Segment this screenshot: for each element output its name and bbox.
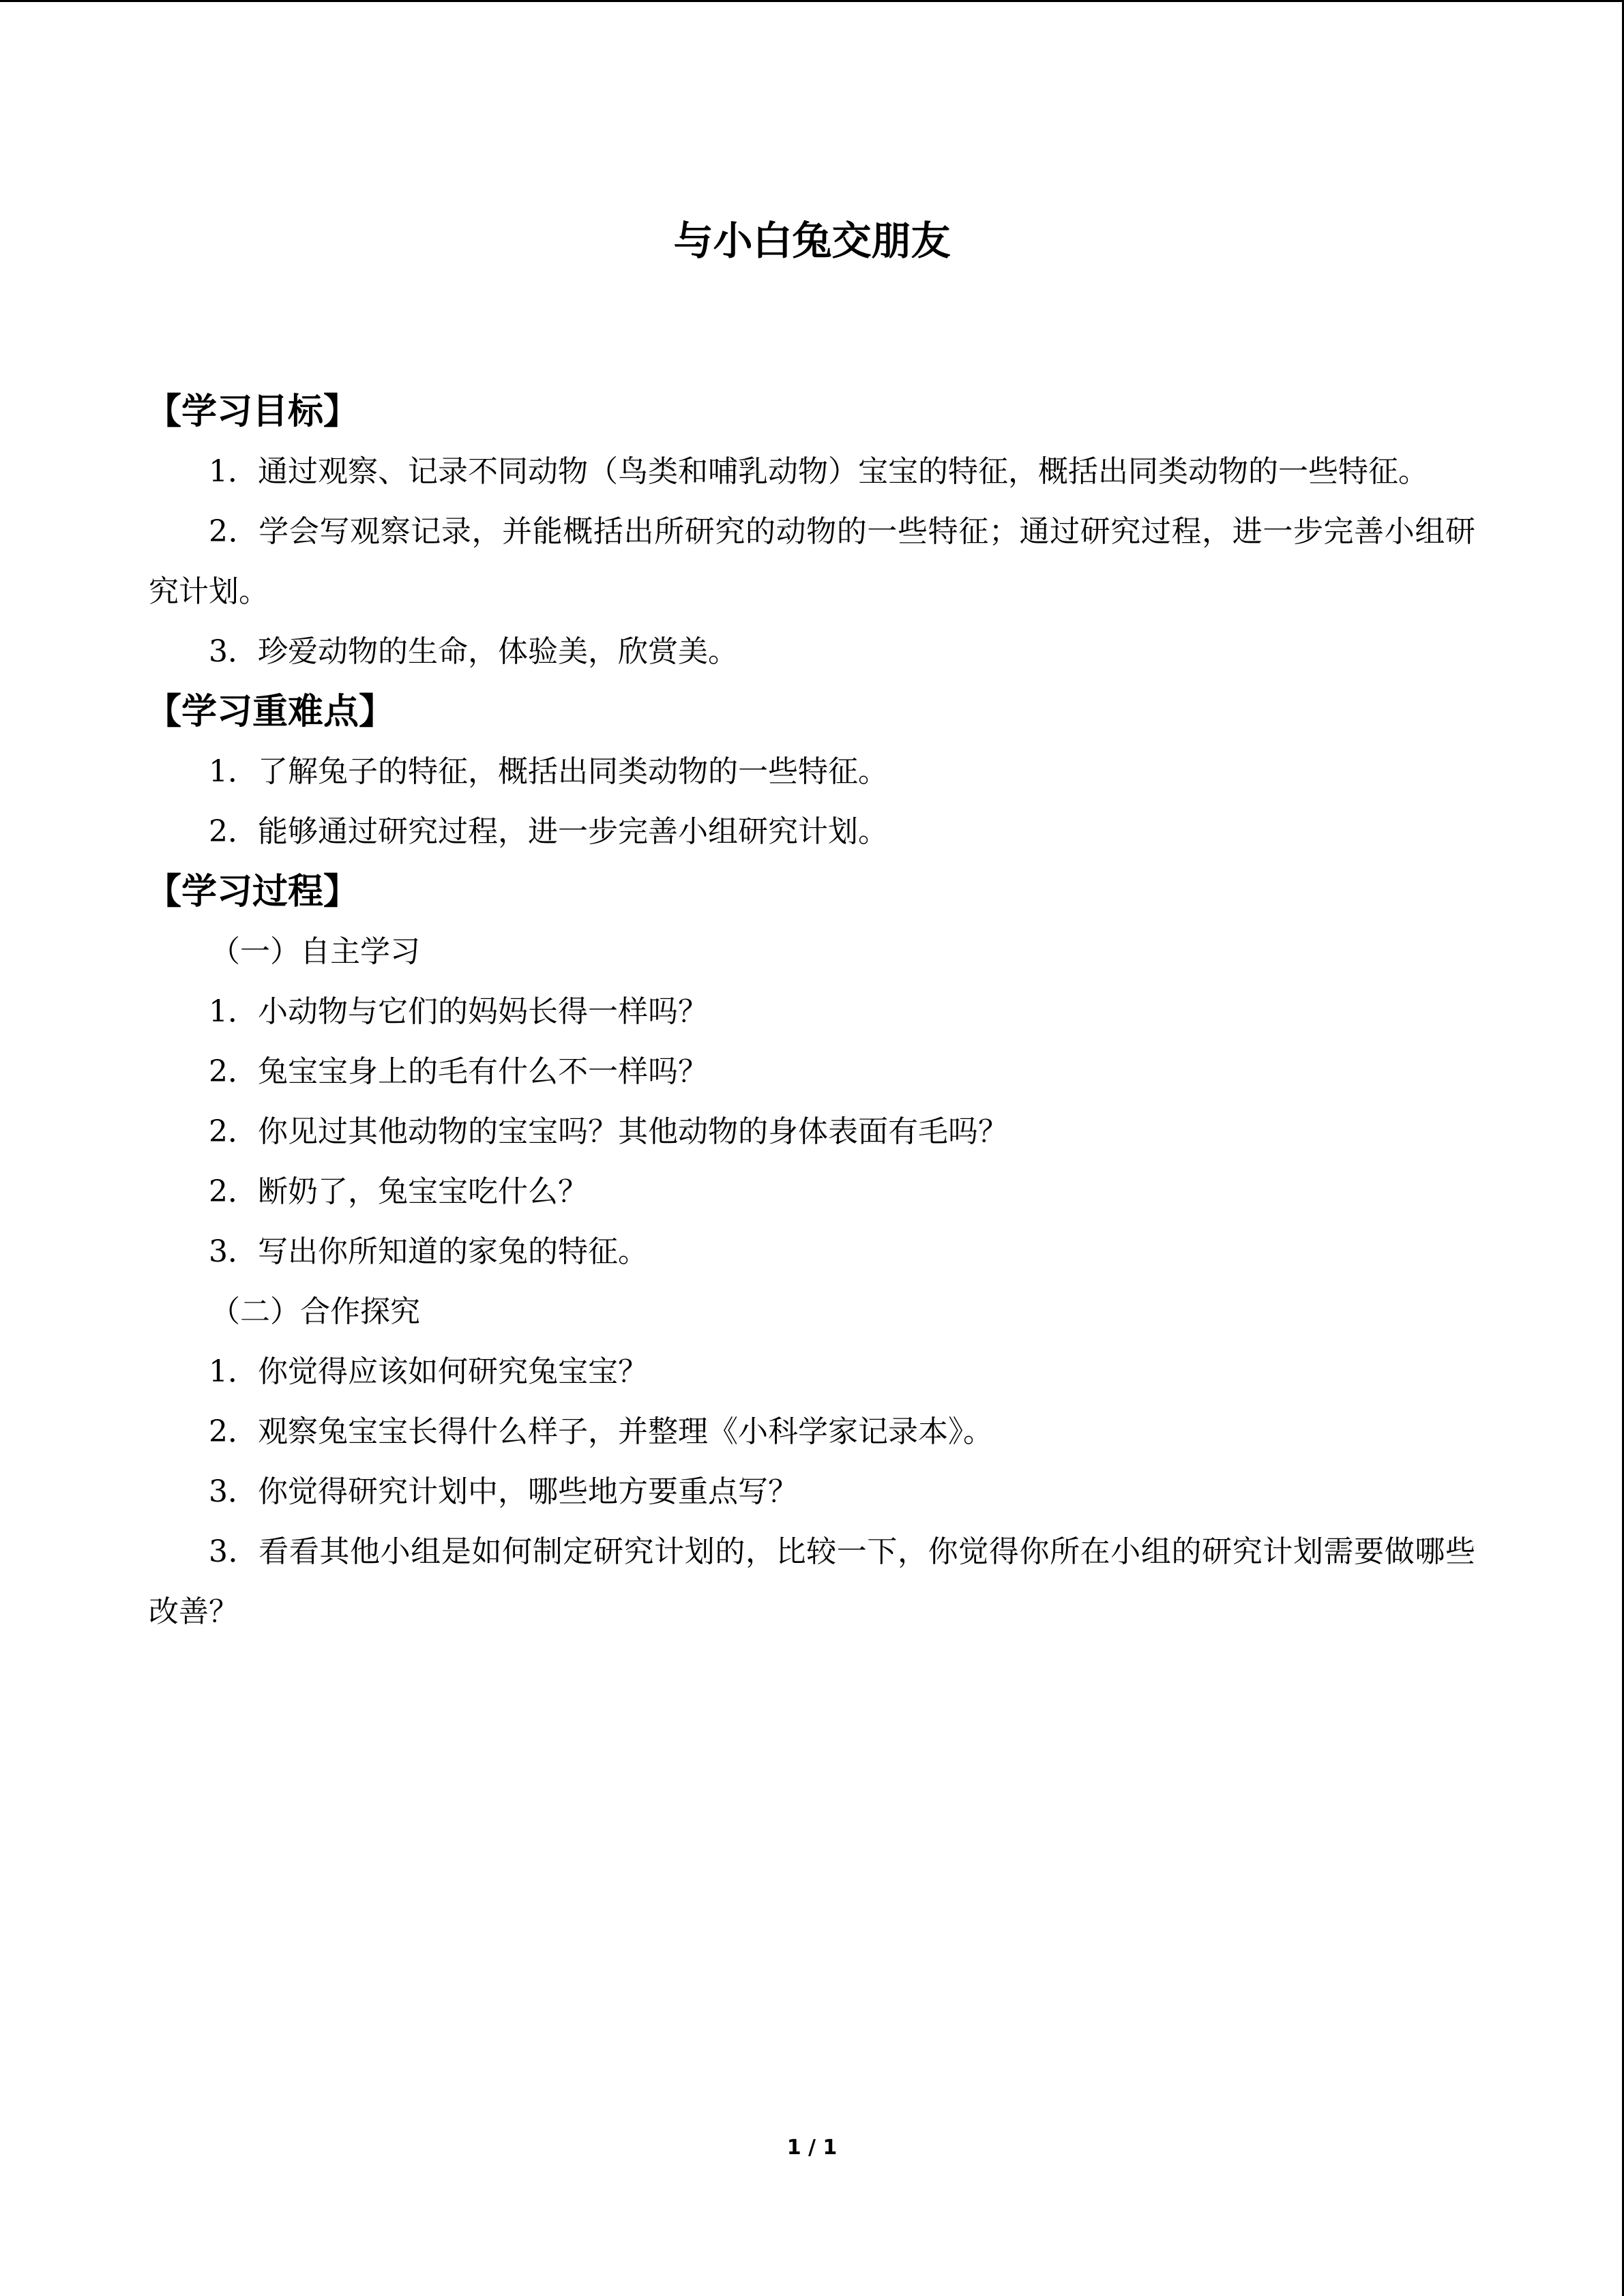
objective-item-2: 2．学会写观察记录，并能概括出所研究的动物的一些特征；通过研究过程，进一步完善小组研究计划。 bbox=[149, 514, 1475, 609]
self-study-item-3: 2．你见过其他动物的宝宝吗？其他动物的身体表面有毛吗？ bbox=[209, 1114, 1008, 1149]
cooperation-item-4: 3．看看其他小组是如何制定研究计划的，比较一下，你觉得你所在小组的研究计划需要做哪些改善？ bbox=[149, 1534, 1475, 1629]
section-heading-process: 【学习过程】 bbox=[146, 871, 359, 912]
key-point-item-2: 2．能够通过研究过程，进一步完善小组研究计划。 bbox=[209, 814, 888, 849]
self-study-item-5: 3．写出你所知道的家兔的特征。 bbox=[209, 1234, 648, 1269]
subsection-heading-cooperation: （二）合作探究 bbox=[210, 1294, 420, 1329]
cooperation-item-3: 3．你觉得研究计划中，哪些地方要重点写？ bbox=[209, 1474, 798, 1509]
objective-item-1: 1．通过观察、记录不同动物（鸟类和哺乳动物）宝宝的特征，概括出同类动物的一些特征。 bbox=[209, 454, 1428, 489]
section-heading-objectives: 【学习目标】 bbox=[146, 391, 359, 432]
cooperation-item-2: 2．观察兔宝宝长得什么样子，并整理《小科学家记录本》。 bbox=[209, 1414, 993, 1449]
self-study-item-1: 1．小动物与它们的妈妈长得一样吗？ bbox=[209, 994, 708, 1029]
subsection-heading-self-study: （一）自主学习 bbox=[210, 934, 420, 969]
objective-item-3: 3．珍爱动物的生命，体验美，欣赏美。 bbox=[209, 634, 738, 669]
section-heading-key-points: 【学习重难点】 bbox=[146, 691, 395, 732]
page-number: 1 / 1 bbox=[786, 2136, 838, 2160]
self-study-item-4: 2．断奶了，兔宝宝吃什么？ bbox=[209, 1174, 588, 1209]
cooperation-item-1: 1．你觉得应该如何研究兔宝宝？ bbox=[209, 1354, 648, 1389]
self-study-item-2: 2．兔宝宝身上的毛有什么不一样吗？ bbox=[209, 1054, 708, 1089]
key-point-item-1: 1．了解兔子的特征，概括出同类动物的一些特征。 bbox=[209, 754, 888, 789]
page-title: 与小白兔交朋友 bbox=[673, 218, 951, 264]
document-body bbox=[146, 382, 1475, 1642]
